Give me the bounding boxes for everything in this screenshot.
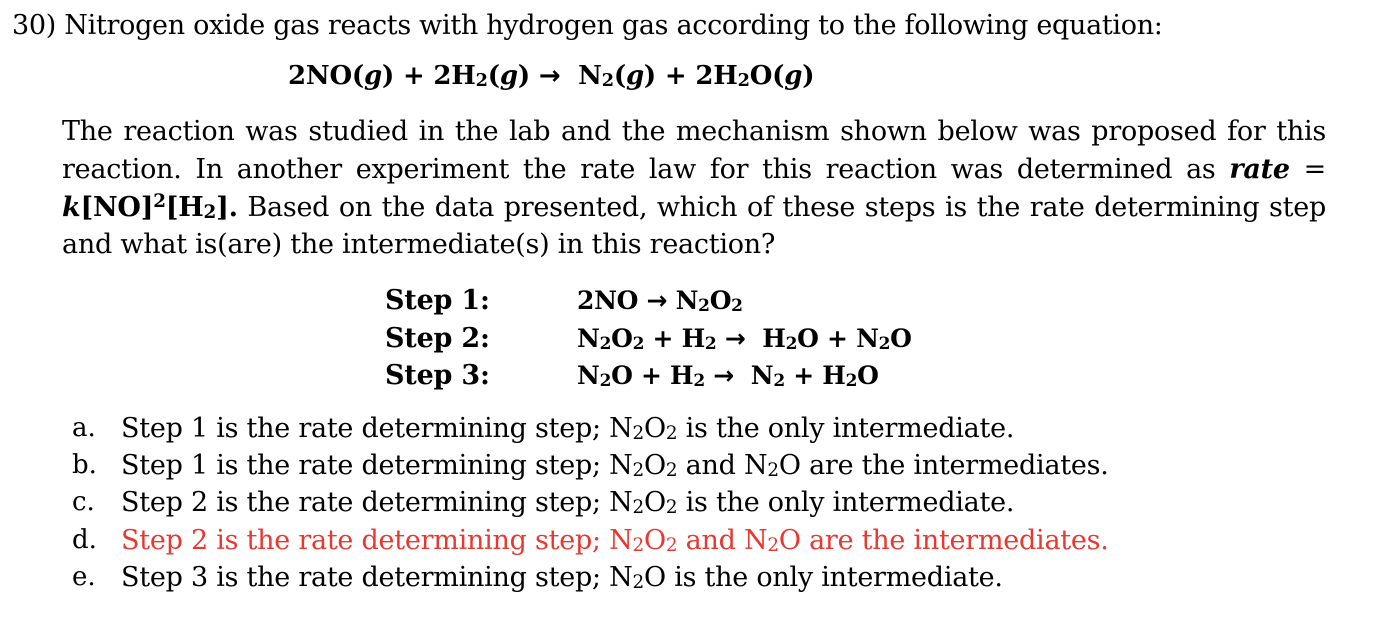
correct-answer-text[interactable]: Step 2 is the rate determining step; $N_2O_2$ and $N_2O$ are the intermediates. [121,525,1109,557]
option-letter: a. [72,413,96,443]
option-text[interactable]: Step 1 is the rate determining step; $N_2O_2$ and $N_2O$ are the intermediates. [121,450,1109,482]
question-body-line: reaction. In another experiment the rate law for this reaction was determined as rate = [62,154,1326,185]
reaction-arrow-icon: → [646,286,668,315]
question-number: 30) [12,10,56,41]
question-body-line: $k[NO]^2[H_2]$. Based on the data presented, which of these steps is the rate determining step [62,190,1326,224]
question-title-text: Nitrogen oxide gas reacts with hydrogen gas according to the following equation: [64,10,1163,41]
step-equation: $N_2O_2 + H_2 \to H_2O + N_2O$ [577,324,912,355]
reaction-arrow-icon: → [713,361,734,390]
step-label: Step 2: [385,323,490,354]
step-label: Step 1: [385,285,490,316]
rate-law: $k[NO]^2[H_2]$. [62,190,238,224]
option-text[interactable]: Step 3 is the rate determining step; $N_2O$ is the only intermediate. [121,562,1003,594]
option-text[interactable]: Step 1 is the rate determining step; $N_2O_2$ is the only intermediate. [121,413,1015,445]
option-letter: c. [72,487,95,517]
reaction-arrow-icon: → [538,61,561,91]
option-letter: b. [72,450,97,480]
reaction-arrow-icon: → [724,324,746,353]
step-equation: $2NO \to N_2O_2$ [577,286,743,317]
rate-word: rate [1229,154,1290,185]
option-letter: d. [72,525,97,555]
question-body-line: The reaction was studied in the lab and the mechanism shown below was proposed for this [62,116,1326,147]
step-equation: $N_2O + H_2 \to N_2 + H_2O$ [577,361,879,392]
option-letter: e. [72,562,96,592]
overall-equation: $2NO(g) + 2H_2(g) \to N_2(g) + 2H_2O(g)$ [288,61,815,92]
question-title [12,6,1163,46]
question-body-line: and what is(are) the intermediate(s) in this reaction? [62,229,776,260]
option-text[interactable]: Step 2 is the rate determining step; $N_2O_2$ is the only intermediate. [121,487,1015,519]
step-label: Step 3: [385,360,490,391]
